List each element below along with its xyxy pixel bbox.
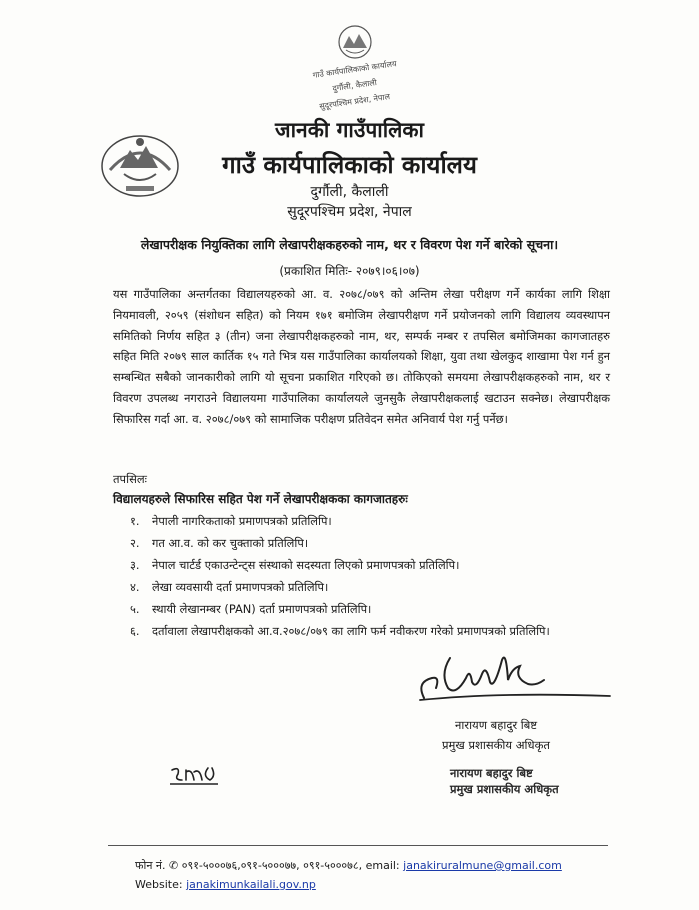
email-link[interactable]: janakiruralmune@gmail.com (403, 859, 562, 872)
email-label: email: (365, 859, 404, 872)
stamp-signatory-title: प्रमुख प्रशासकीय अधिकृत (450, 782, 559, 796)
list-item-number: ६. (130, 624, 140, 638)
list-item (130, 512, 622, 530)
notice-body: यस गाउँपालिका अन्तर्गतका विद्यालयहरुको आ. व. २०७८/०७९ को अन्तिम लेखा परीक्षण गर्ने कार्यका लागि शिक्षा नियमावली, २०५९ (संशोधन सहित) को नियम १७१ बमोजिम लेखापरीक्षण गर्ने प्रयोजनको लागि विद्यालय व्यवस्थापन समितिको निर्णय सहित ३ (तीन) जना लेखापरीक्षकहरुको नाम, थर, सम्पर्क नम्बर र तपसिल बमोजिमका कागजातहरु सहित मिति २०७९ साल कार्तिक १५ गते भित्र यस गाउँपालिका कार्यालयको शिक्षा, युवा तथा खेलकुद शाखामा पेश गर्न हुन सम्बन्धित सबैको जानकारीको लागि यो सूचना प्रकाशित गरिएको छ। तोकिएको समयमा लेखापरीक्षकहरुको नाम, थर र विवरण उपलब्ध नगराउने विद्यालयमा गाउँपालिका कार्यालयले जुनसुकै लेखापरीक्षकलाई खटाउन सक्नेछ। लेखापरीक्षक सिफारिस गर्दा आ. व. २०७८/०७९ को सामाजिक परीक्षण प्रतिवेदन समेत अनिवार्य पेश गर्नु पर्नेछ। (113, 287, 610, 426)
list-item-number: ४. (130, 580, 140, 594)
list-item-text: दर्तावाला लेखापरीक्षकको आ.व.२०७८/०७९ का लागि फर्म नवीकरण गरेको प्रमाणपत्रको प्रतिलिपि। (152, 624, 550, 638)
list-item-text: नेपाली नागरिकताको प्रमाणपत्रको प्रतिलिपि। (152, 514, 332, 528)
list-item-text: लेखा व्यवसायी दर्ता प्रमाणपत्रको प्रतिलिपि। (152, 580, 329, 594)
office-location: दुर्गौली, कैलाली (310, 184, 389, 200)
list-item (130, 578, 622, 596)
website-link[interactable]: janakimunkailali.gov.np (186, 878, 316, 891)
documents-heading: विद्यालयहरुले सिफारिस सहित पेश गर्ने लेखापरीक्षकका कागजातहरुः (113, 492, 408, 506)
published-date: (प्रकाशित मितिः- २०७९।०६।०७) (279, 264, 420, 278)
footer-divider (108, 845, 608, 846)
municipality-name: जानकी गाउँपालिका (275, 118, 424, 142)
list-item-number: ५. (130, 602, 140, 616)
list-item (130, 534, 622, 552)
list-item (130, 600, 622, 618)
initials-mark (168, 762, 220, 788)
phone-label: फोन नं. ✆ (135, 859, 182, 872)
seal-text-line1: गाउँ कार्यपालिकाको कार्यालय (312, 59, 398, 80)
stamp-signatory-name: नारायण बहादुर बिष्ट (450, 766, 533, 780)
list-item-number: २. (130, 536, 140, 550)
footer-contact (135, 858, 562, 873)
list-item-text: नेपाल चार्टर्ड एकाउन्टेन्ट्स संस्थाको सदस्यता लिएको प्रमाणपत्रको प्रतिलिपि। (152, 558, 460, 572)
signatory-title: प्रमुख प्रशासकीय अधिकृत (442, 738, 550, 752)
handwritten-signature (410, 638, 620, 712)
office-name: गाउँ कार्यपालिकाको कार्यालय (222, 151, 477, 179)
notice-subject: लेखापरीक्षक नियुक्तिका लागि लेखापरीक्षकहरुको नाम, थर र विवरण पेश गर्ने बारेको सूचना। (140, 237, 559, 252)
list-item-number: १. (130, 514, 140, 528)
office-seal-stamp (296, 22, 414, 114)
list-item-text: स्थायी लेखानम्बर (PAN) दर्ता प्रमाणपत्रको प्रतिलिपि। (152, 602, 372, 616)
details-label: तपसिलः (113, 472, 147, 486)
list-item (130, 556, 622, 574)
website-label: Website: (135, 878, 187, 891)
office-province: सुदूरपश्चिम प्रदेश, नेपाल (287, 204, 412, 220)
signatory-name: नारायण बहादुर बिष्ट (455, 718, 538, 732)
list-item-text: गत आ.व. को कर चुक्ताको प्रतिलिपि। (152, 536, 309, 550)
seal-text-line3: सुदूरपश्चिम प्रदेश, नेपाल (318, 92, 391, 111)
seal-text-line2: दुर्गौली, कैलाली (331, 77, 378, 94)
phone-numbers: ०९१-५०००७६,०९१-५०००७७, ०९१-५०००७८, (181, 859, 366, 872)
list-item-number: ३. (130, 558, 140, 572)
footer-website (135, 878, 316, 891)
